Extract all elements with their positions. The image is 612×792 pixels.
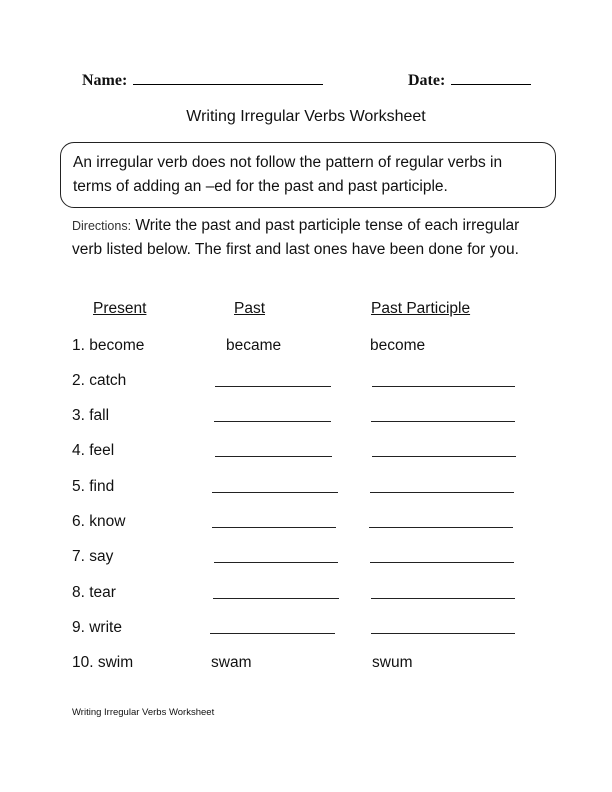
present-verb: 5. find <box>72 478 115 495</box>
past-participle-answer: swum <box>372 654 413 671</box>
date-label: Date: <box>408 72 446 89</box>
present-verb: 4. feel <box>72 442 115 459</box>
past-participle-blank-line[interactable] <box>372 456 516 457</box>
past-blank-line[interactable] <box>212 527 336 528</box>
column-header-past: Past <box>234 300 266 317</box>
past-blank-line[interactable] <box>214 562 338 563</box>
past-blank-line[interactable] <box>212 492 338 493</box>
definition-text: An irregular verb does not follow the pattern of regular verbs in terms of adding an –ed for the past and past participle. <box>73 154 503 195</box>
past-answer: became <box>226 337 282 354</box>
past-participle-blank-line[interactable] <box>371 633 515 634</box>
name-field <box>82 70 323 90</box>
present-verb: 1. become <box>72 337 145 354</box>
directions <box>72 214 542 262</box>
past-blank-line[interactable] <box>215 386 331 387</box>
directions-label: Directions: <box>72 219 132 233</box>
past-participle-answer: become <box>370 337 426 354</box>
past-blank-line[interactable] <box>215 456 332 457</box>
name-label: Name: <box>82 72 128 89</box>
date-blank-line[interactable] <box>451 70 531 85</box>
present-verb: 3. fall <box>72 407 110 424</box>
present-verb: 2. catch <box>72 372 127 389</box>
worksheet-title: Writing Irregular Verbs Worksheet <box>186 108 426 125</box>
past-answer: swam <box>211 654 252 671</box>
past-participle-blank-line[interactable] <box>369 527 513 528</box>
footer-text: Writing Irregular Verbs Worksheet <box>72 707 215 718</box>
past-blank-line[interactable] <box>214 421 331 422</box>
definition-box <box>60 142 556 208</box>
past-participle-blank-line[interactable] <box>370 562 514 563</box>
column-header-past-participle: Past Participle <box>371 300 471 317</box>
past-blank-line[interactable] <box>210 633 335 634</box>
name-blank-line[interactable] <box>133 70 323 85</box>
present-verb: 6. know <box>72 513 126 530</box>
past-participle-blank-line[interactable] <box>371 421 515 422</box>
directions-text: Write the past and past participle tense of each irregular verb listed below. The first and last ones have been done for you. <box>72 217 520 258</box>
past-participle-blank-line[interactable] <box>370 492 514 493</box>
past-participle-blank-line[interactable] <box>371 598 515 599</box>
present-verb: 9. write <box>72 619 122 636</box>
past-participle-blank-line[interactable] <box>372 386 515 387</box>
date-field <box>408 70 531 90</box>
present-verb: 7. say <box>72 548 114 565</box>
present-verb: 8. tear <box>72 584 116 601</box>
column-header-present: Present <box>93 300 147 317</box>
past-blank-line[interactable] <box>213 598 339 599</box>
present-verb: 10. swim <box>72 654 134 671</box>
